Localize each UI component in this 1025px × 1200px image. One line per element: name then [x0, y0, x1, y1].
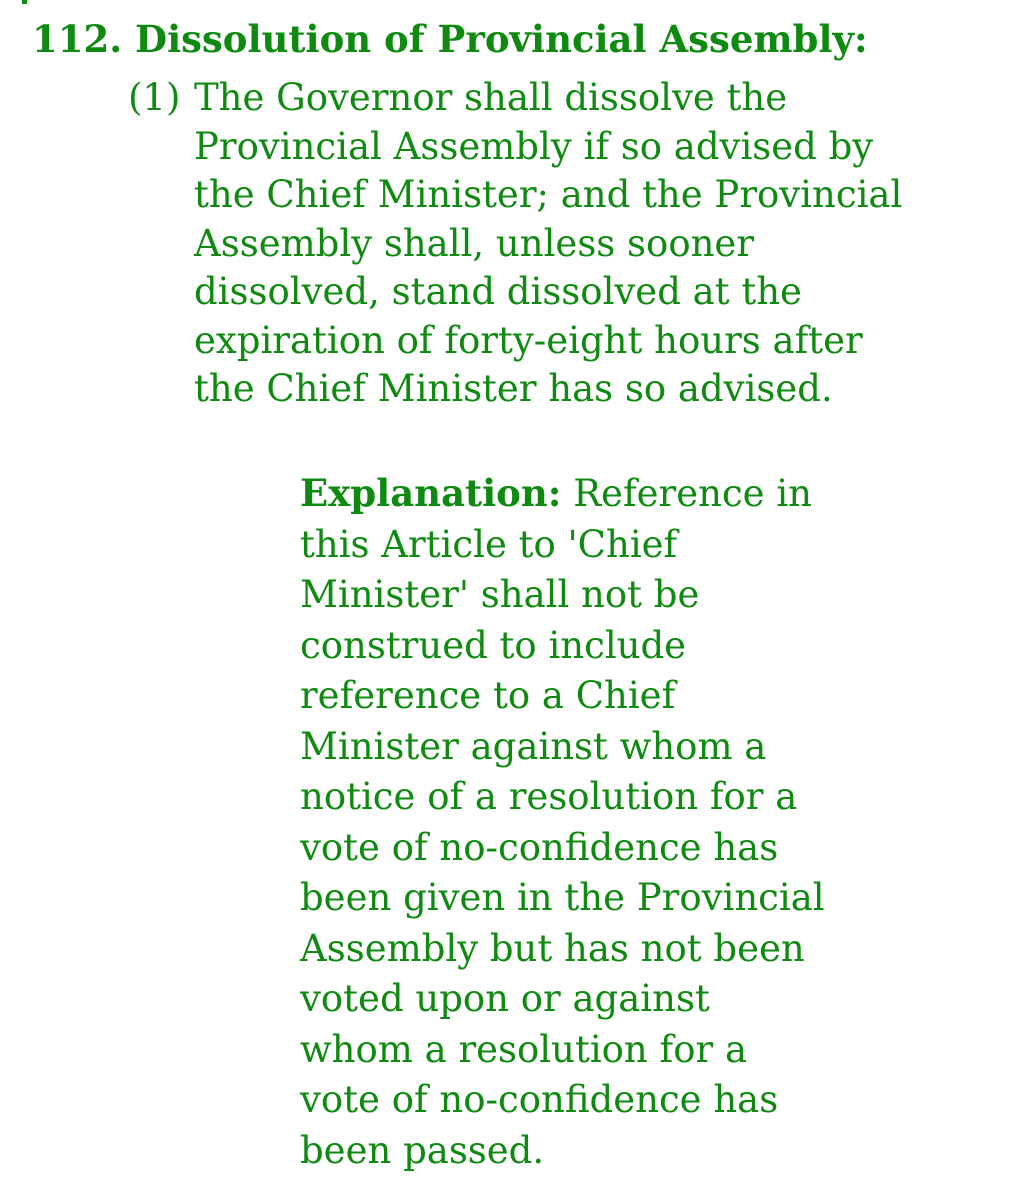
clause-line: The Governor shall dissolve the	[194, 76, 788, 119]
explanation-line: voted upon or against	[300, 977, 710, 1020]
explanation-line	[300, 468, 825, 520]
clause-number: (1)	[128, 76, 181, 119]
explanation-label: Explanation:	[300, 471, 562, 515]
explanation-block	[300, 468, 825, 1176]
clause-line: Assembly shall, unless sooner	[194, 221, 755, 265]
explanation-line: vote of no-confidence has	[300, 825, 779, 869]
clause-line: dissolved, stand dissolved at the	[194, 270, 802, 313]
explanation-line: Minister against whom a	[300, 724, 767, 768]
explanation-line: vote of no-confidence has	[300, 1078, 779, 1121]
explanation-line: construed to include	[300, 623, 687, 667]
explanation-line: been given in the Provincial	[300, 876, 825, 919]
clipped-text-fragment	[22, 0, 27, 4]
explanation-line: whom a resolution for a	[300, 1027, 747, 1071]
clause-line: the Chief Minister has so advised.	[194, 367, 833, 410]
clause-line: Provincial Assembly if so advised by	[194, 124, 874, 168]
explanation-line: this Article to 'Chief	[300, 522, 678, 566]
explanation-text: Reference in	[573, 472, 812, 515]
explanation-line: Minister' shall not be	[300, 573, 700, 616]
explanation-line: been passed.	[300, 1128, 545, 1172]
article-heading: 112. Dissolution of Provincial Assembly:	[32, 17, 868, 61]
explanation-line: notice of a resolution for a	[300, 775, 798, 818]
clause-line: expiration of forty-eight hours after	[194, 318, 863, 362]
clause-line: the Chief Minister; and the Provincial	[194, 173, 903, 216]
explanation-line: Assembly but has not been	[300, 926, 805, 970]
explanation-line: reference to a Chief	[300, 674, 676, 717]
